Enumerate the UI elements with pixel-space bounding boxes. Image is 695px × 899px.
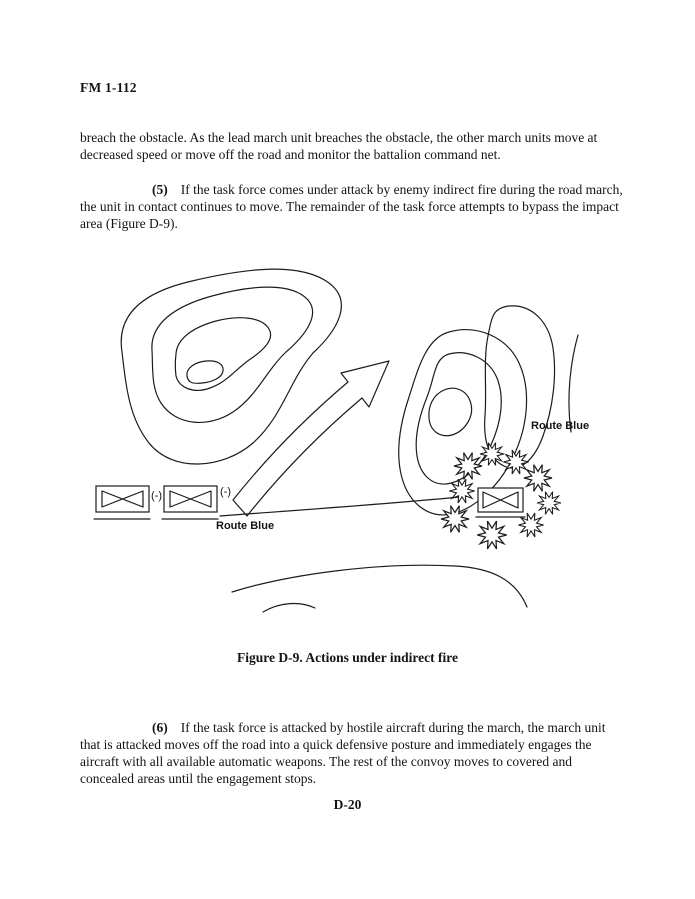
item-6-text: If the task force is attacked by hostile aircraft during the march, the march unit that is attacked moves off the road into a quick defensive posture and immediately engages the aircraft with all available automatic weapons. The rest of the convoy moves to covered and concealed areas until the engagement stops. xyxy=(80,719,606,786)
item-5-number: (5) xyxy=(152,181,168,197)
right-hill-peak-blob xyxy=(429,388,472,435)
bottom-curve-large xyxy=(232,565,527,607)
paragraph-intro-text: breach the obstacle. As the lead march unit breaches the obstacle, the other march units move at decreased speed or move off the road and monitor the battalion command net. xyxy=(80,129,598,162)
page-number: D-20 xyxy=(333,797,362,812)
left-hill-contour-outer xyxy=(121,269,341,464)
figure-caption: Figure D-9. Actions under indirect fire xyxy=(237,650,458,665)
item-6-number: (6) xyxy=(152,719,168,735)
figure-d9-diagram xyxy=(0,240,695,640)
impact-burst-icon xyxy=(480,443,504,466)
impact-burst-icon xyxy=(477,521,506,549)
map-edge-line xyxy=(569,335,578,432)
movement-arrow xyxy=(233,361,389,516)
left-hill-peak-blob xyxy=(187,361,223,383)
left-hill-contour-inner xyxy=(175,318,270,391)
unit-symbol-1 xyxy=(94,486,150,519)
unit-1-minus-label: (-) xyxy=(151,490,162,502)
impact-burst-icon xyxy=(454,453,482,480)
doc-header: FM 1-112 xyxy=(80,80,137,95)
route-blue-label-top: Route Blue xyxy=(531,420,590,432)
figure-d9 xyxy=(0,240,695,640)
impact-burst-icon xyxy=(524,465,552,492)
bottom-curve-small xyxy=(263,603,315,612)
paragraph-intro xyxy=(80,129,628,163)
item-5-text: If the task force comes under attack by enemy indirect fire during the road march, the unit in contact continues to move. The remainder of the task force attempts to bypass the impact area (Figure D-9). xyxy=(80,181,623,231)
bottom-terrain-curves xyxy=(232,565,527,612)
left-hill-contours xyxy=(121,269,341,464)
unit-symbol-2 xyxy=(162,486,218,519)
paragraph-item-6 xyxy=(80,719,628,787)
unit-symbol-3 xyxy=(476,488,525,517)
impact-burst-icon xyxy=(537,492,561,515)
route-blue-label-bottom: Route Blue xyxy=(216,520,275,532)
paragraph-item-5 xyxy=(80,181,628,232)
unit-2-minus-label: (-) xyxy=(220,486,231,498)
impact-burst-icon xyxy=(503,450,528,474)
